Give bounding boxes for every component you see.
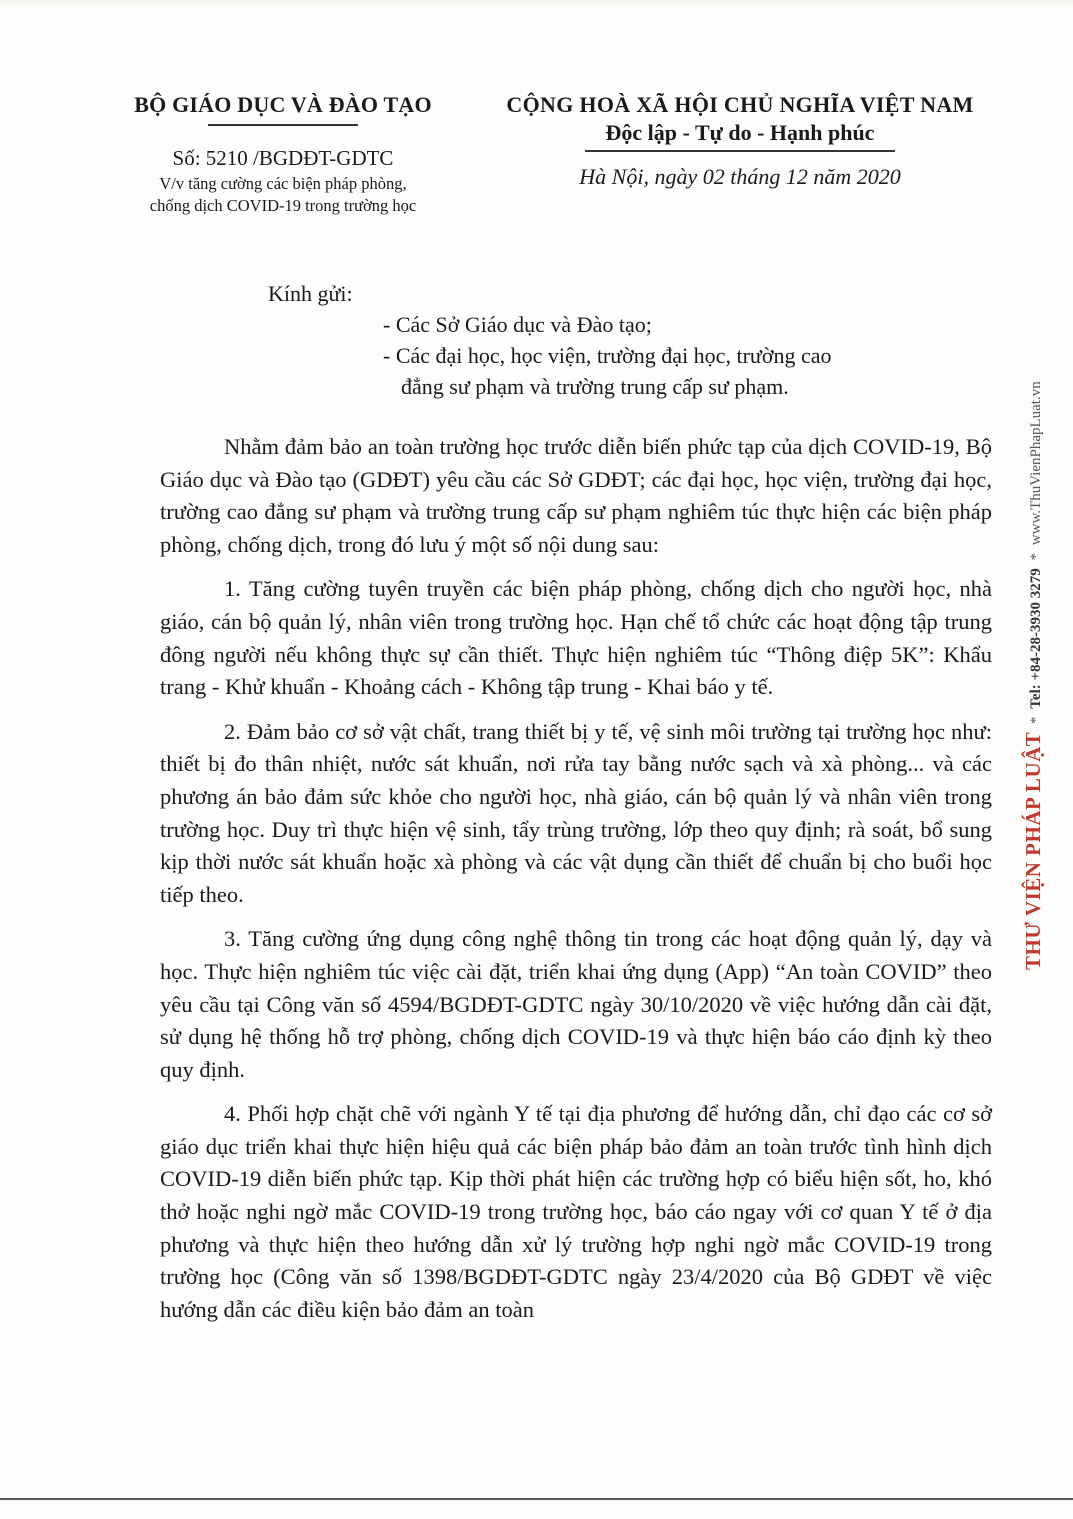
subject-line-1: V/v tăng cường các biện pháp phòng, <box>159 173 407 193</box>
national-motto: Độc lập - Tự do - Hạnh phúc <box>605 120 875 145</box>
national-title-block <box>480 92 1000 190</box>
subject-line-2: chống dịch COVID-19 trong trường học <box>149 195 417 215</box>
agency-underline <box>208 124 358 126</box>
document-body <box>160 431 992 1338</box>
document-number: Số: 5210 /BGDĐT-GDTC <box>172 145 394 170</box>
watermark-separator: * <box>1028 716 1044 724</box>
watermark-phone: Tel: +84-28-3930 3279 <box>1028 568 1044 709</box>
document-subject <box>108 173 458 217</box>
watermark-brand: THƯ VIỆN PHÁP LUẬT <box>1021 731 1045 970</box>
item-4-paragraph: 4. Phối hợp chặt chẽ với ngành Y tế tại địa phương để hướng dẫn, chỉ đạo các cơ sở giáo dục triển khai thực hiện hiệu quả các biện pháp bảo đảm an toàn trước tình hình dịch COVID-19 diễn biến phức tạp. Kịp thời phát hiện các trường hợp có biểu hiện sốt, ho, khó thở hoặc nghi ngờ mắc COVID-19 trong trường học, báo cáo ngay với cơ quan Y tế ở địa phương và thực hiện theo hướng dẫn xử lý trường hợp nghi ngờ mắc COVID-19 trong trường học (Công văn số 1398/BGDĐT-GDTC ngày 23/4/2020 của Bộ GDĐT về việc hướng dẫn các điều kiện bảo đảm an toàn <box>160 1101 992 1322</box>
recipients-greeting: Kính gửi: <box>268 281 353 306</box>
place-and-date: Hà Nội, ngày 02 tháng 12 năm 2020 <box>579 163 901 189</box>
watermark-website: www.ThuVienPhapLuat.vn <box>1028 381 1044 546</box>
intro-paragraph: Nhằm đảm bảo an toàn trường học trước diễn biến phức tạp của dịch COVID-19, Bộ Giáo dục và Đào tạo (GDĐT) yêu cầu các Sở GDĐT; các đại học, học viện, trường đại học, trường cao đẳng sư phạm và trường trung cấp sư phạm nghiêm túc thực hiện các biện pháp phòng, chống dịch, trong đó lưu ý một số nội dung sau: <box>160 434 992 557</box>
recipient-item: - Các Sở Giáo dục và Đào tạo; <box>383 312 652 337</box>
recipient-item: - Các đại học, học viện, trường đại học, trường cao <box>383 343 832 368</box>
scan-edge-shadow <box>0 0 1073 8</box>
side-watermark <box>1021 381 1046 970</box>
recipient-item-continuation: đẳng sư phạm và trường trung cấp sư phạm. <box>401 374 789 399</box>
motto-underline <box>585 150 895 152</box>
watermark-separator: * <box>1028 552 1044 561</box>
issuing-agency-name: BỘ GIÁO DỤC VÀ ĐÀO TẠO <box>134 92 432 117</box>
recipients-list <box>383 309 948 402</box>
page-bottom-edge <box>0 1498 1073 1500</box>
item-3-paragraph: 3. Tăng cường ứng dụng công nghệ thông tin trong các hoạt động quản lý, dạy và học. Thực hiện nghiêm túc việc cài đặt, triển khai ứng dụng (App) “An toàn COVID” theo yêu cầu tại Công văn số 4594/BGDĐT-GDTC ngày 30/10/2020 về việc hướng dẫn cài đặt, sử dụng hệ thống hỗ trợ phòng, chống dịch COVID-19 và thực hiện báo cáo định kỳ theo quy định. <box>160 926 992 1082</box>
item-2-paragraph: 2. Đảm bảo cơ sở vật chất, trang thiết bị y tế, vệ sinh môi trường tại trường học như: thiết bị đo thân nhiệt, nước sát khuẩn, nơi rửa tay bằng nước sạch và xà phòng... và các phương án bảo đảm sức khỏe cho người học, nhà giáo, cán bộ quản lý và nhân viên trong trường học. Duy trì thực hiện vệ sinh, tẩy trùng trường, lớp theo quy định; rà soát, bổ sung kịp thời nước sát khuẩn hoặc xà phòng và các vật dụng cần thiết để chuẩn bị cho buổi học tiếp theo. <box>160 718 992 907</box>
recipients-block <box>268 278 948 402</box>
issuing-agency-block <box>108 92 458 217</box>
nation-title: CỘNG HOÀ XÃ HỘI CHỦ NGHĨA VIỆT NAM <box>506 92 974 117</box>
item-1-paragraph: 1. Tăng cường tuyên truyền các biện pháp phòng, chống dịch cho người học, nhà giáo, cán bộ quản lý, nhân viên trong trường học. Hạn chế tổ chức các hoạt động tập trung đông người nếu không thực sự cần thiết. Thực hiện nghiêm túc “Thông điệp 5K”: Khẩu trang - Khử khuẩn - Khoảng cách - Không tập trung - Khai báo y tế. <box>160 576 992 700</box>
